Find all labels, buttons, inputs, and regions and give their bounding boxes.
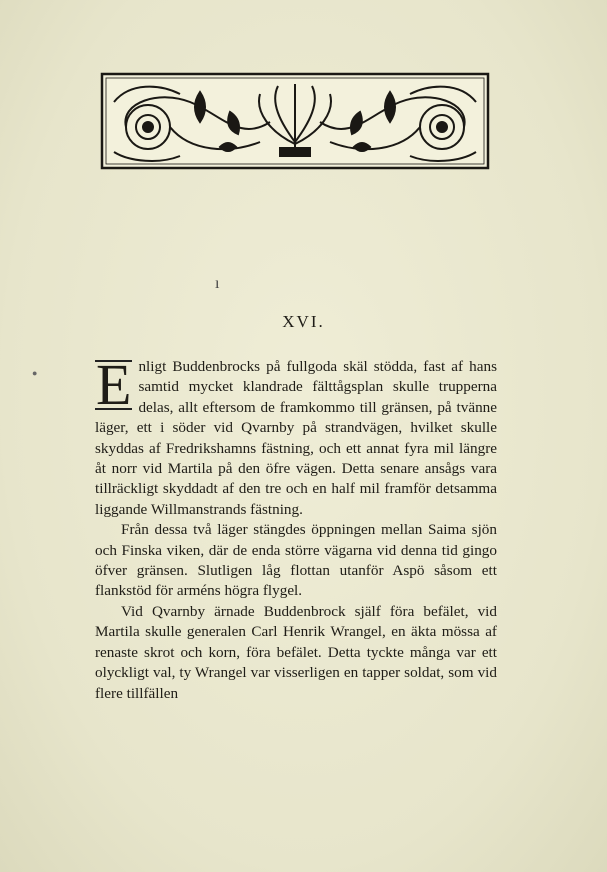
paragraph-1-text: nligt Buddenbrocks på fullgoda skäl stödda, fast af hans samtid mycket klandrade fälttågsplan skulle trupperna delas, allt eftersom de framkommo till gränsen, på tvänne läger, ett i söder vid Qvarnby på strandvägen, hvilket skulle skyddas af Fredrikshamns fästning, och ett annat fyra mil längre åt norr vid Martila på den öfre vägen. Detta senare ansågs vara tillräckligt skyddadt af den tre och en half mil framför detsamma liggande Willmanstrands fästning. [95, 358, 497, 518]
drop-cap: E [96, 352, 132, 417]
chapter-heading: XVI. [282, 312, 325, 331]
body-text [95, 352, 497, 704]
margin-speck: ● [32, 368, 38, 378]
paragraph-3: Vid Qvarnby ärnade Buddenbrock själf föra befälet, vid Martila skulle generalen Carl Henrik Wrangel, en äkta mössa af renaste skrot och korn, föra befälet. Detta tyckte många var ett olyckligt val, ty Wrangel var visserligen en tapper soldat, som vid flere tillfällen [95, 602, 497, 702]
paragraph-2: Från dessa två läger stängdes öppningen mellan Saima sjön och Finska viken, där de enda större vägarna vid denna tid gingo öfver gränsen. Slutligen låg flottan utanför Aspö såsom ett flankstöd för arméns högra flygel. [95, 521, 497, 600]
headpiece-ornament [100, 72, 490, 170]
paragraph-1 [95, 352, 497, 520]
stray-mark: ı [215, 275, 220, 292]
